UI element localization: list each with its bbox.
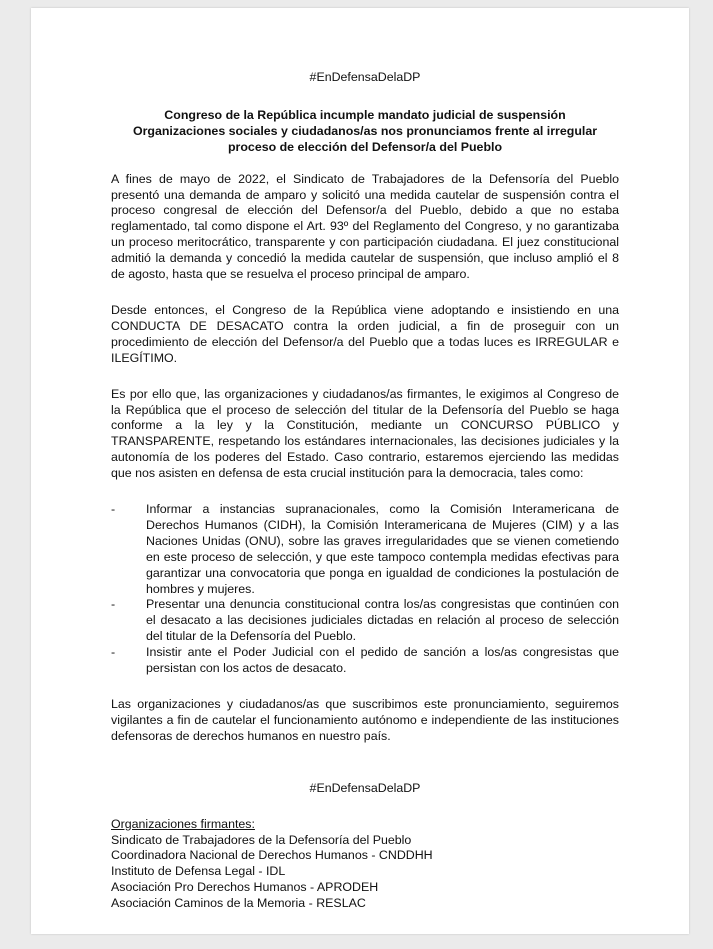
signatories-heading: Organizaciones firmantes: xyxy=(111,816,255,831)
bullet-dash: - xyxy=(111,645,116,660)
paragraph-closing: Las organizaciones y ciudadanos/as que suscribimos este pronunciamiento, seguiremos vigilantes a fin de cautelar el funcionamiento autónomo e independiente de las instituciones defensoras de derechos humanos en nuestro país. xyxy=(111,697,619,743)
actions-list xyxy=(111,502,619,677)
list-item xyxy=(111,645,619,677)
hashtag-bottom: #EnDefensaDelaDP xyxy=(309,780,421,795)
document-body xyxy=(111,70,619,912)
title-line: Congreso de la República incumple mandato judicial de suspensión xyxy=(164,107,566,122)
signatory-item: Instituto de Defensa Legal - IDL xyxy=(111,864,286,879)
bullet-dash: - xyxy=(111,597,116,612)
list-item-text: Insistir ante el Poder Judicial con el pedido de sanción a los/as congresistas que persistan con los actos de desacato. xyxy=(146,645,619,676)
signatory-item: Asociación Caminos de la Memoria - RESLAC xyxy=(111,896,366,911)
document-title xyxy=(111,108,619,156)
document-page xyxy=(31,8,689,934)
title-line: Organizaciones sociales y ciudadanos/as nos pronunciamos frente al irregular xyxy=(132,123,598,138)
paragraph-background: A fines de mayo de 2022, el Sindicato de Trabajadores de la Defensoría del Pueblo presentó una demanda de amparo y solicitó una medida cautelar de suspensión contra el proceso congresal de elección del Defensor/a del Pueblo, debido a que no estaba reglamentado, tal como dispone el Art. 93º del Reglamento del Congreso, y no garantizaba un proceso meritocrático, transparente y con participación ciudadana. El juez constitucional admitió la demanda y concedió la medida cautelar de suspensión, que incluso amplió el 8 de agosto, hasta que se resuelva el proceso principal de amparo. xyxy=(111,171,619,282)
list-item-text: Informar a instancias supranacionales, como la Comisión Interamericana de Derechos Humanos (CIDH), la Comisión Interamericana de Mujeres (CIM) y a las Naciones Unidas (ONU), sobre las graves irregularidades que se vienen cometiendo en este proceso de selección, y que este tampoco contempla medidas efectivas para garantizar una convocatoria que ponga en igualdad de condiciones la postulación de hombres y mujeres. xyxy=(146,502,619,596)
signatory-item: Sindicato de Trabajadores de la Defensoría del Pueblo xyxy=(111,832,412,847)
signatories-block xyxy=(111,817,619,912)
bullet-dash: - xyxy=(111,502,116,517)
title-line: proceso de elección del Defensor/a del Pueblo xyxy=(227,139,503,154)
list-item xyxy=(111,502,619,597)
hashtag-top: #EnDefensaDelaDP xyxy=(309,70,421,84)
signatory-item: Asociación Pro Derechos Humanos - APRODEH xyxy=(111,880,379,895)
signatory-item: Coordinadora Nacional de Derechos Humanos - CNDDHH xyxy=(111,848,433,863)
list-item-text: Presentar una denuncia constitucional contra los/as congresistas que continúen con el desacato a las decisiones judiciales dictadas en relación al proceso de selección del titular de la Defensoría del Pueblo. xyxy=(146,597,619,644)
list-item xyxy=(111,597,619,645)
paragraph-demand: Es por ello que, las organizaciones y ciudadanos/as firmantes, le exigimos al Congreso de la República que el proceso de selección del titular de la Defensoría del Pueblo se haga conforme a la ley y la Constitución, mediante un CONCURSO PÚBLICO y TRANSPARENTE, respetando los estándares internacionales, las decisiones judiciales y la autonomía de los poderes del Estado. Caso contrario, estaremos ejerciendo las medidas que nos asisten en defensa de esta crucial institución para la democracia, tales como: xyxy=(111,386,619,481)
paragraph-contempt: Desde entonces, el Congreso de la República viene adoptando e insistiendo en una CONDUCTA DE DESACATO contra la orden judicial, a fin de proseguir con un procedimiento de elección del Defensor/a del Pueblo que a todas luces es IRREGULAR e ILEGÍTIMO. xyxy=(111,302,619,365)
